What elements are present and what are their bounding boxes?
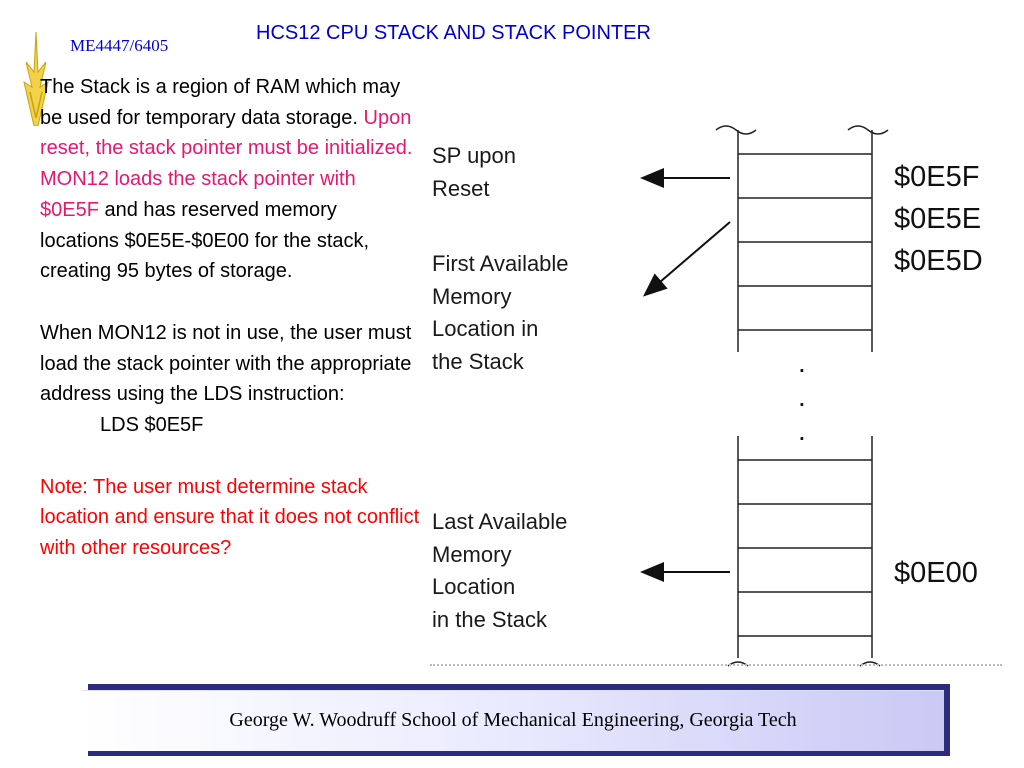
body-text [40,72,420,564]
stack-reset-text: Upon reset, the stack pointer must be initialized. MON12 loads the stack pointer with $0E5F [40,106,413,221]
label-sp-reset-line2: Reset [432,175,490,201]
note-text: Note: The user must determine stack location and ensure that it does not conflict with other resources? [40,475,420,560]
label-last-line1: Last Available [432,509,568,534]
stack-intro-text: The Stack is a region of RAM which may be used for temporary data storage. [40,76,401,129]
paragraph-stack-intro [40,72,420,287]
arrow-first-available [646,222,730,294]
label-first-line2: Memory [432,283,512,309]
address-0e5d: $0E5D [894,245,983,277]
address-0e5e: $0E5E [894,203,982,235]
stack-diagram [420,118,1010,668]
footer-bar [82,690,944,751]
label-first-line4: the Stack [432,348,524,374]
paragraph-lds: When MON12 is not in use, the user must load the stack pointer with the appropriate address using the LDS instruction: [40,321,412,406]
label-first-available [432,248,569,378]
divider-line [430,664,1002,666]
stack-reserved-text: and has reserved memory locations $0E5E-$0E00 for the stack, creating 95 bytes of storage. [40,198,370,283]
footer-text: George W. Woodruff School of Mechanical Engineering, Georgia Tech [229,709,797,731]
label-sp-reset-line1: SP upon [432,143,517,168]
address-0e5f: $0E5F [894,161,980,193]
ellipsis-dot-3: . [798,415,806,446]
label-first-line3: Location in [432,316,539,341]
ellipsis-dot-2: . [798,381,806,412]
lds-instruction: LDS $0E5F [100,414,204,437]
label-sp-reset [432,140,516,205]
label-last-available [432,506,567,636]
label-last-line2: Memory [432,541,512,567]
label-last-line3: Location [432,574,516,599]
slide-title: HCS12 CPU STACK AND STACK POINTER [256,22,651,44]
course-code: ME4447/6405 [70,36,169,55]
stack-break-top-left [716,126,756,134]
address-0e00: $0E00 [894,557,978,589]
label-first-line1: First Available [432,251,569,276]
label-last-line4: in the Stack [432,606,547,632]
stack-break-top-right [848,126,888,134]
ellipsis-dot-1: . [798,347,806,378]
